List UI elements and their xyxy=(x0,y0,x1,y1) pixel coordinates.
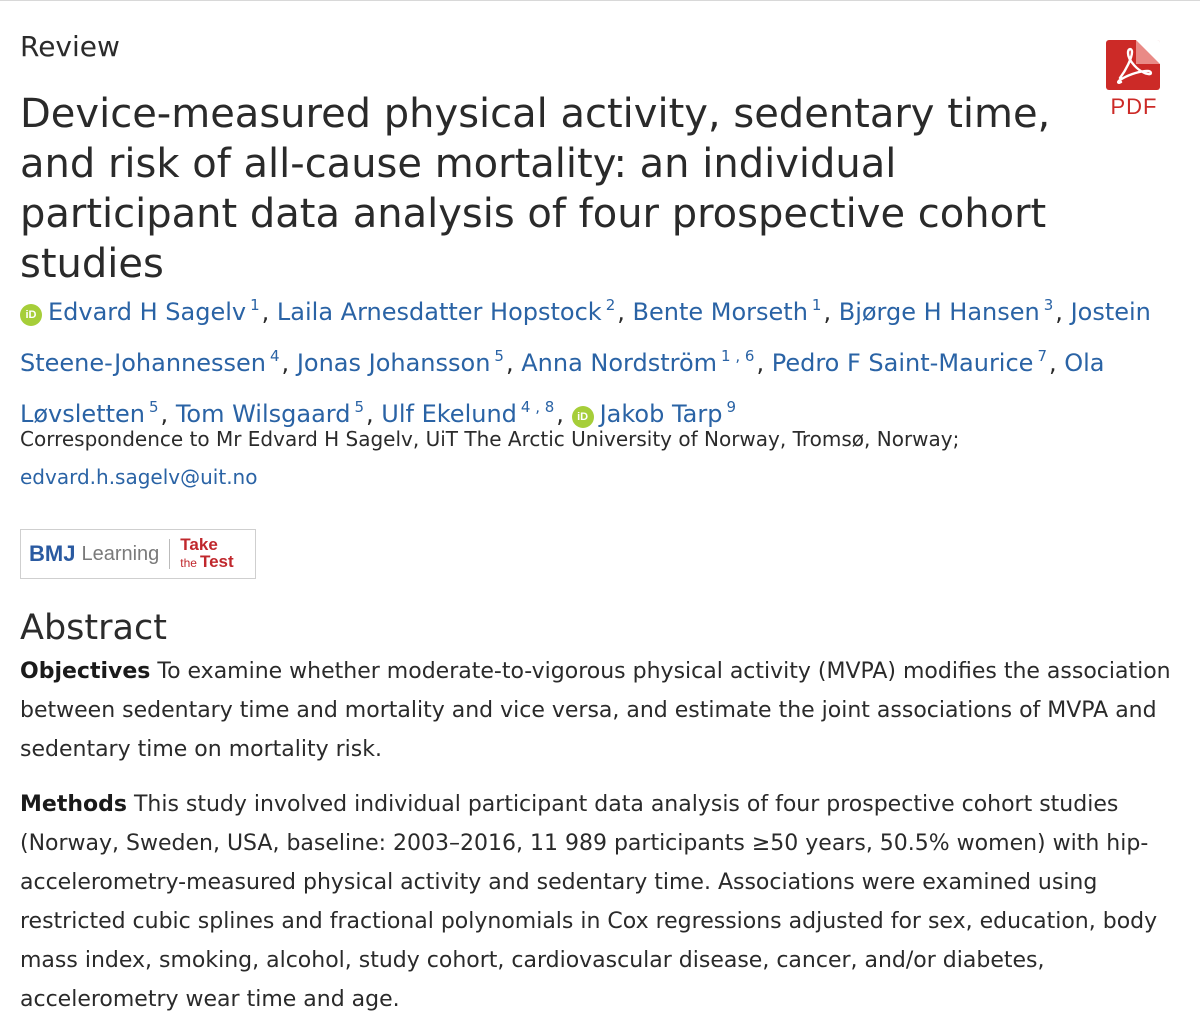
orcid-icon[interactable]: iD xyxy=(572,406,594,428)
author-link[interactable]: Jonas Johansson xyxy=(296,349,491,377)
author-affiliation[interactable]: 7 xyxy=(1037,347,1047,365)
bmj-logo: BMJ xyxy=(29,541,76,566)
methods-label: Methods xyxy=(20,792,127,817)
article-type: Review xyxy=(20,30,120,63)
top-divider xyxy=(0,0,1200,1)
author-link[interactable]: Ola Løvsletten xyxy=(20,349,1105,428)
objectives-text: To examine whether moderate-to-vigorous physical activity (MVPA) modifies the association between sedentary time and mortality and vice versa, and estimate the joint associations of MVPA and sedentary time on mortality risk. xyxy=(20,659,1171,762)
author-link[interactable]: Jakob Tarp xyxy=(599,400,723,428)
author-affiliation[interactable]: 9 xyxy=(726,398,736,416)
author-affiliation[interactable]: 1 xyxy=(811,296,822,314)
methods-text: This study involved individual participant data analysis of four prospective cohort studies (Norway, Sweden, USA, baseline: 2003–2016, 11 989 participants ≥50 years, 50.5% women) with hip-accelerometry-measured physical activity and sedentary time. Associations were examined using restricted cubic splines and fractional polynomials in Cox regressions adjusted for sex, education, body mass index, smoking, alcohol, study cohort, cardiovascular disease, cancer, and/or diabetes, accelerometry wear time and age. xyxy=(20,792,1158,1012)
article-title: Device-measured physical activity, sedentary time, and risk of all-cause mortality: an individual participant data analysis of four prospective cohort studies xyxy=(20,91,1051,287)
author-affiliation[interactable]: 5 xyxy=(149,398,159,416)
abstract-methods xyxy=(20,785,1180,1019)
author-link[interactable]: Jostein Steene-Johannessen xyxy=(20,298,1151,377)
abstract-objectives xyxy=(20,652,1180,769)
author-link[interactable]: Anna Nordström xyxy=(521,349,718,377)
take-the-test-label: Take the Test xyxy=(180,535,234,571)
author-link[interactable]: Bjørge H Hansen xyxy=(838,298,1040,326)
author-link[interactable]: Edvard H Sagelv xyxy=(48,298,247,326)
orcid-icon[interactable]: iD xyxy=(20,304,42,326)
author-link[interactable]: Pedro F Saint-Maurice xyxy=(771,349,1034,377)
author-link[interactable]: Laila Arnesdatter Hopstock xyxy=(276,298,602,326)
author-affiliation[interactable]: 3 xyxy=(1043,296,1054,314)
correspondence-email-link[interactable]: edvard.h.sagelv@uit.no xyxy=(20,465,258,489)
bmj-learning-label: Learning xyxy=(81,542,160,565)
author-affiliation[interactable]: 5 xyxy=(354,398,365,416)
pdf-icon xyxy=(1106,40,1160,90)
author-link[interactable]: Tom Wilsgaard xyxy=(175,400,351,428)
pdf-label: PDF xyxy=(1110,94,1158,119)
author-affiliation[interactable]: 5 xyxy=(494,347,504,365)
author-affiliation[interactable]: 2 xyxy=(605,296,616,314)
badge-divider xyxy=(169,539,170,569)
author-link[interactable]: Bente Morseth xyxy=(632,298,808,326)
author-link[interactable]: Ulf Ekelund xyxy=(381,400,517,428)
abstract-heading: Abstract xyxy=(20,608,167,648)
bmj-learning-take-test-button[interactable] xyxy=(20,529,256,579)
correspondence xyxy=(20,420,1180,496)
pdf-download-button[interactable] xyxy=(1106,40,1162,120)
author-affiliation[interactable]: 4 , 8 xyxy=(520,398,555,416)
author-affiliation[interactable]: 1 xyxy=(250,296,260,314)
author-list: iD Edvard H Sagelv $^1$, Laila Arnesdatter Hopstock $^2$, Bente Morseth $^1$, Bjørge H Hansen $^3$, Jostein Steene-Johannessen $^4$, Jonas Johansson $^5$, Anna Nordström $^{1 , 6}$, Pedro F Saint-Maurice $^7$, Ola Løvsletten $^5$, Tom Wilsgaard $^5$, Ulf Ekelund $^{4 , 8}$, iD Jakob Tarp $^9$ xyxy=(20,296,1151,428)
author-affiliation[interactable]: 1 , 6 xyxy=(721,347,755,365)
objectives-label: Objectives xyxy=(20,659,151,684)
author-affiliation[interactable]: 4 xyxy=(270,347,280,365)
correspondence-text: Correspondence to Mr Edvard H Sagelv, UiT The Arctic University of Norway, Tromsø, Norway; xyxy=(20,427,960,451)
